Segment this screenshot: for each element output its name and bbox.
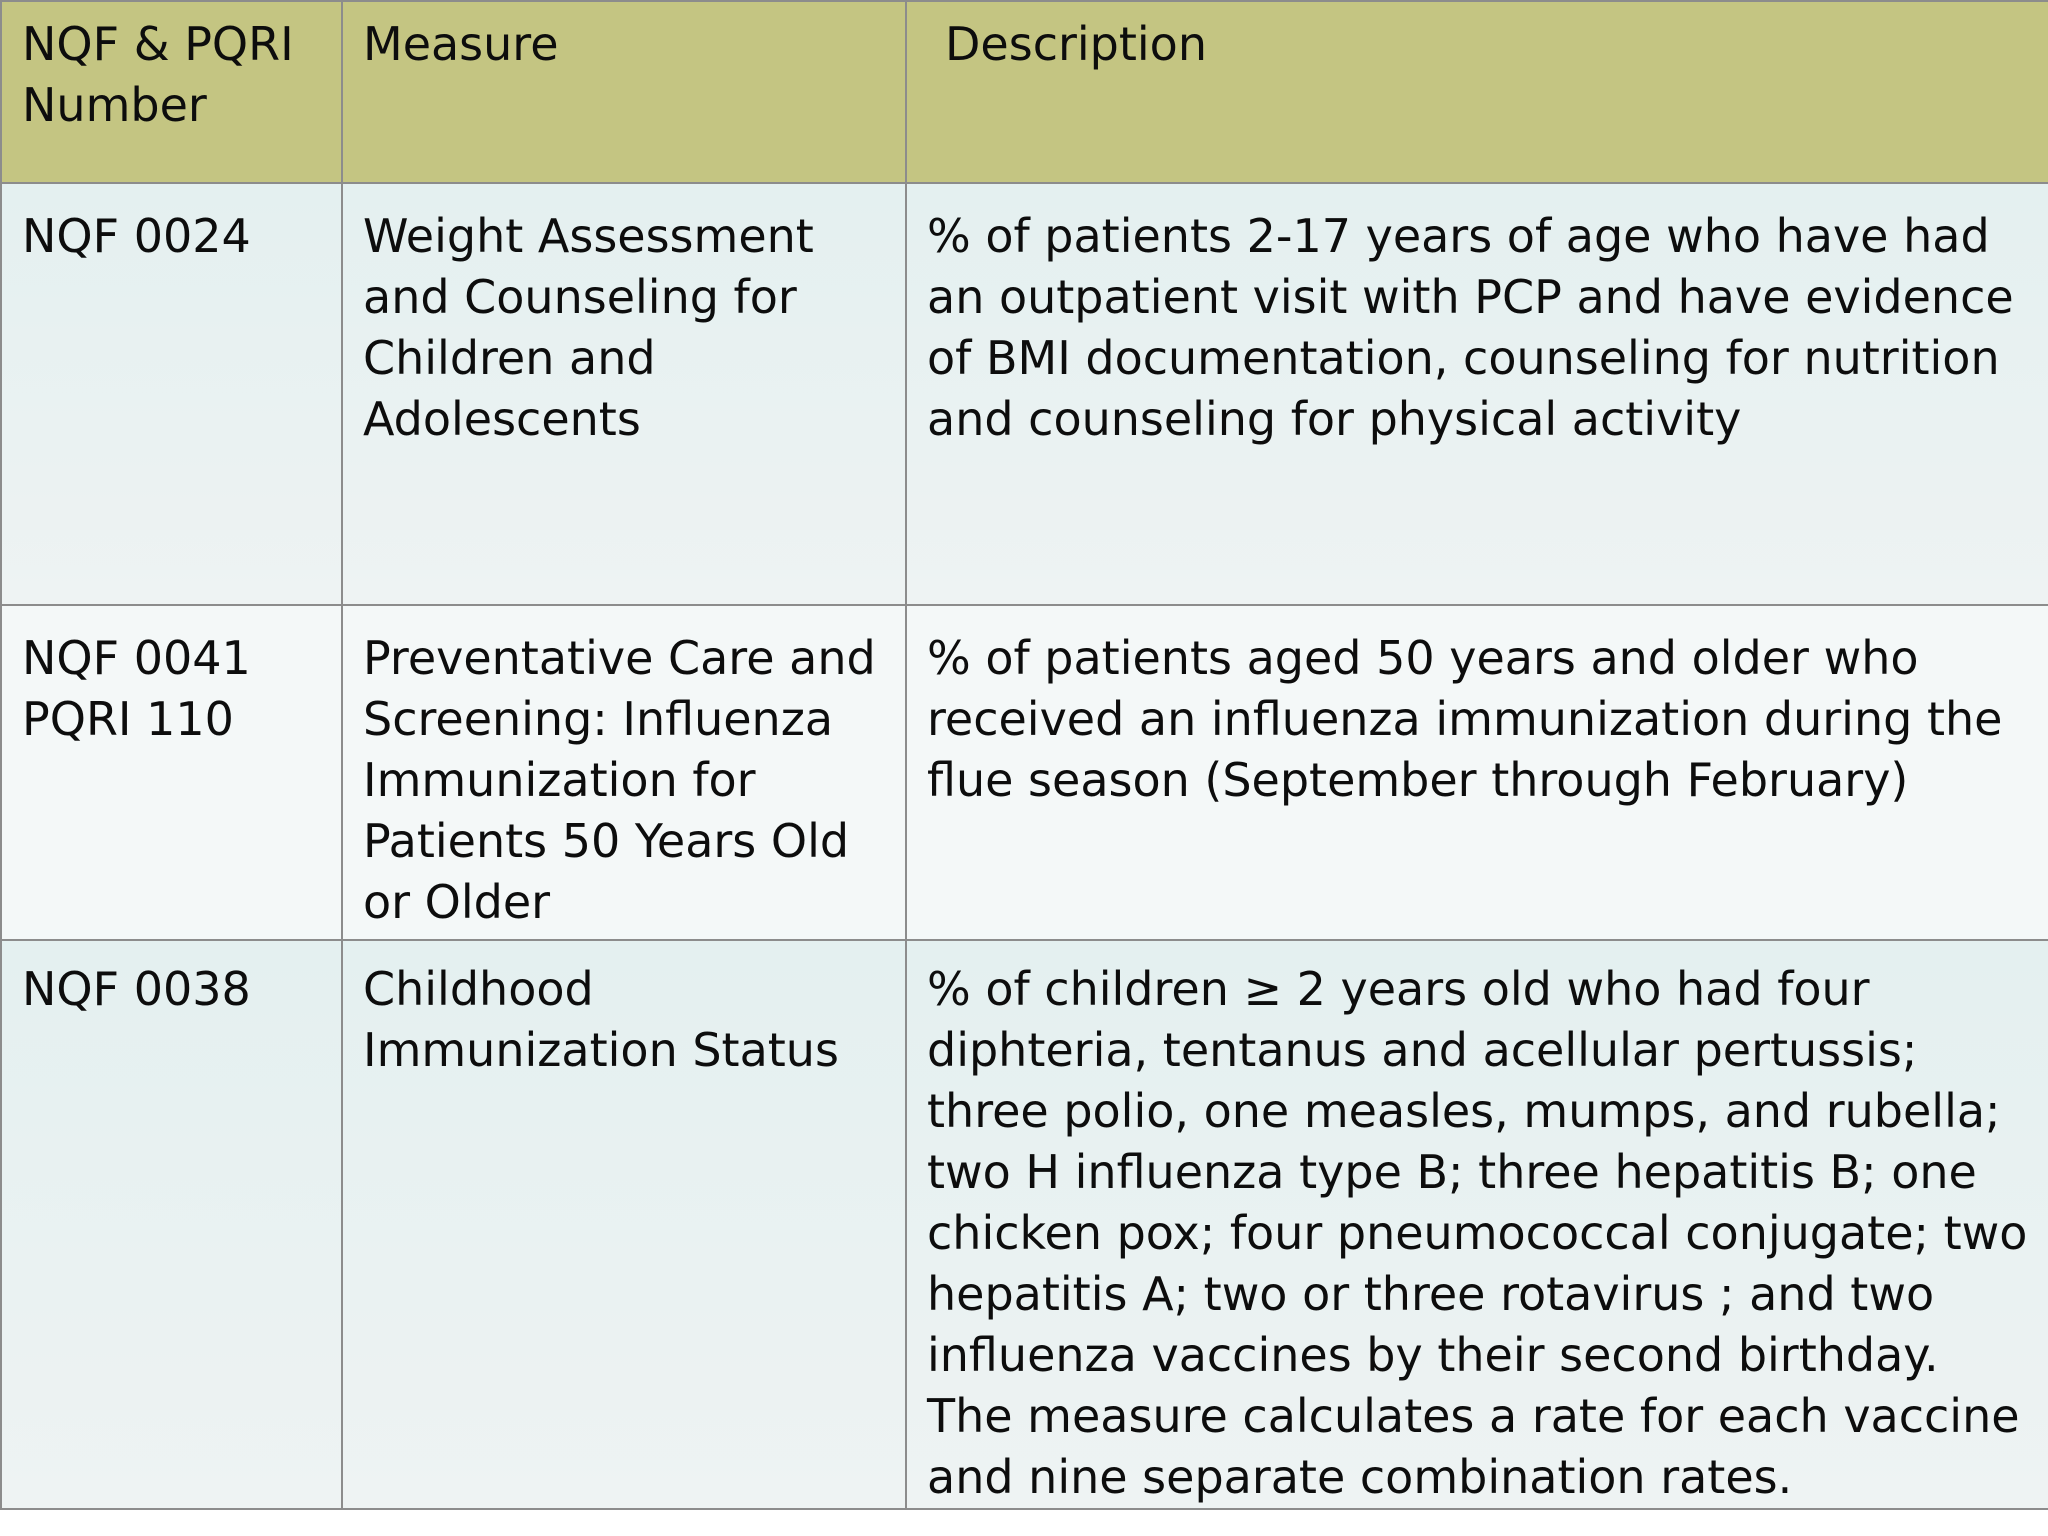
cell-measure: Preventative Care and Screening: Influenza Immunization for Patients 50 Years Old or Older: [342, 605, 906, 940]
cell-description: % of patients aged 50 years and older who received an influenza immunization during the flue season (September through February): [906, 605, 2048, 940]
header-measure: Measure: [342, 1, 906, 183]
header-description: Description: [906, 1, 2048, 183]
header-number: NQF & PQRI Number: [1, 1, 342, 183]
table-row: [1, 605, 2048, 940]
table-row: [1, 940, 2048, 1509]
cell-number: NQF 0024: [1, 183, 342, 605]
cell-number: NQF 0041 PQRI 110: [1, 605, 342, 940]
header-row: [1, 1, 2048, 183]
cell-number: NQF 0038: [1, 940, 342, 1509]
cell-description: % of patients 2-17 years of age who have had an outpatient visit with PCP and have evidence of BMI documentation, counseling for nutrition and counseling for physical activity: [906, 183, 2048, 605]
cell-measure: Weight Assessment and Counseling for Children and Adolescents: [342, 183, 906, 605]
cell-description: % of children ≥ 2 years old who had four diphteria, tentanus and acellular pertussis; three polio, one measles, mumps, and rubella; two H influenza type B; three hepatitis B; one chicken pox; four pneumococcal conjugate; two hepatitis A; two or three rotavirus ; and two influenza vaccines by their second birthday. The measure calculates a rate for each vaccine and nine separate combination rates.: [906, 940, 2048, 1509]
cell-measure: Childhood Immunization Status: [342, 940, 906, 1509]
table-row: [1, 183, 2048, 605]
